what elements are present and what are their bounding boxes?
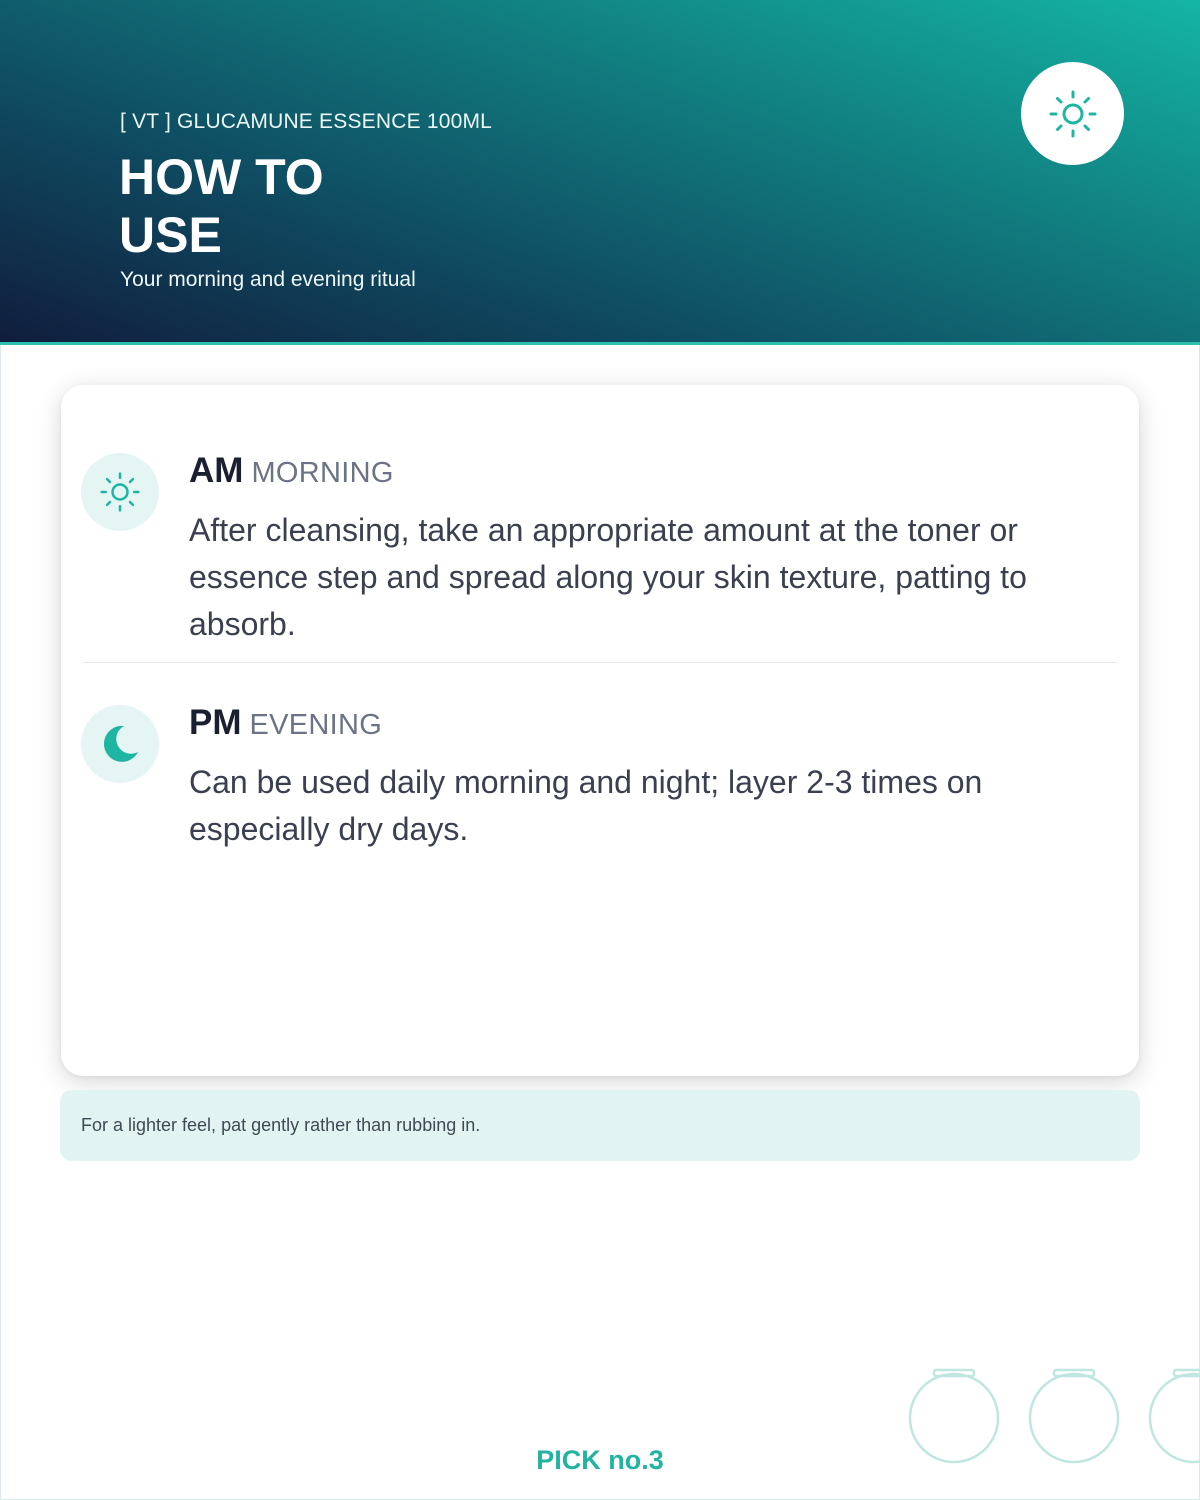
sun-icon <box>81 453 159 531</box>
tip-text: For a lighter feel, pat gently rather than rubbing in. <box>81 1115 481 1135</box>
am-step-text: After cleansing, take an appropriate amount at the toner or essence step and spread along your skin texture, patting to absorb. <box>189 512 1027 642</box>
pm-step-text: Can be used daily morning and night; layer 2-3 times on especially dry days. <box>189 764 983 847</box>
pm-step-code: PM <box>189 703 242 742</box>
product-name: [ VT ] GLUCAMUNE ESSENCE 100ML <box>120 110 493 133</box>
page-title: HOW TO USE <box>119 149 324 263</box>
moon-icon <box>81 705 159 783</box>
page-subtitle: Your morning and evening ritual <box>120 268 416 291</box>
am-step-label: MORNING <box>251 457 394 489</box>
pick-number: PICK no.3 <box>536 1445 664 1475</box>
tip-box <box>60 1090 1140 1161</box>
pm-step-heading <box>189 703 382 743</box>
step-divider <box>83 662 1117 663</box>
usage-card <box>61 385 1139 1076</box>
am-step-heading <box>189 451 394 491</box>
pm-step-label: EVENING <box>249 709 383 741</box>
header-banner <box>0 0 1200 345</box>
sun-icon <box>1021 62 1124 165</box>
am-step-code: AM <box>189 451 244 490</box>
